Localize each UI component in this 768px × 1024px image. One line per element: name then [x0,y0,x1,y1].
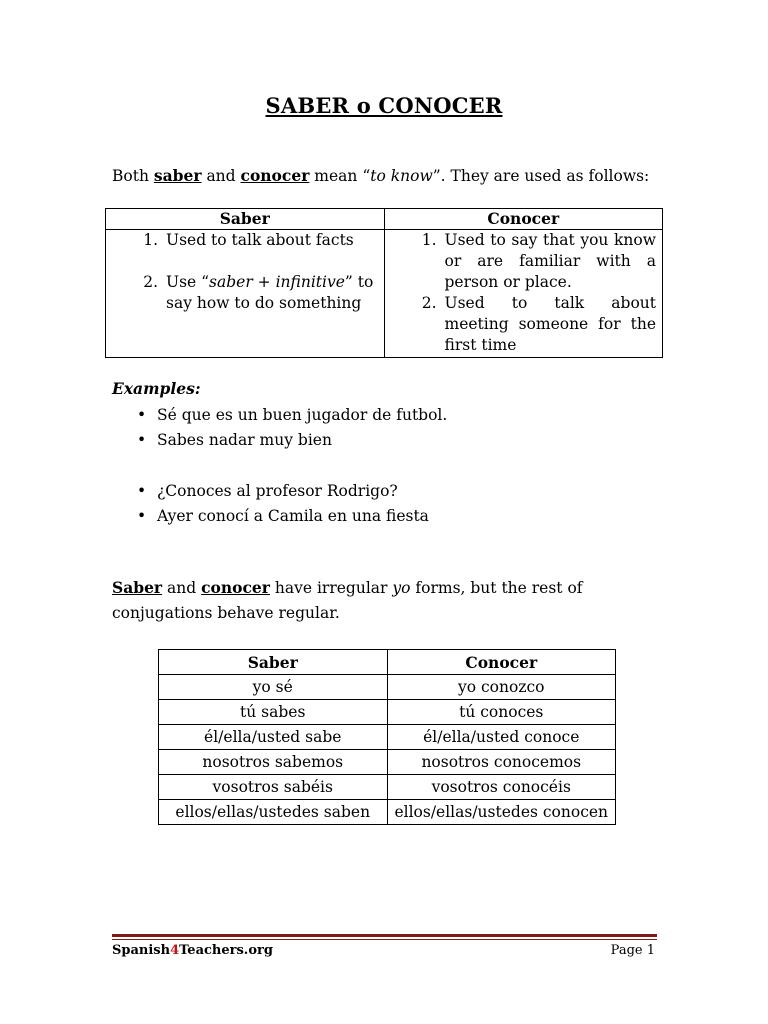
table-row [159,750,616,775]
examples-heading: Examples: [112,379,201,398]
footer-divider-thin [112,939,657,940]
example-text: ¿Conoces al profesor Rodrigo? [157,482,398,500]
intro-paragraph [112,165,672,187]
conocer-form: nosotros conocemos [387,750,616,775]
example-text: Sabes nadar muy bien [157,431,332,449]
saber-form: yo sé [159,675,388,700]
brand-text: Teachers.org [179,943,273,958]
intro-saber-term: saber [153,166,202,185]
list-number: 1. [143,231,158,249]
conocer-examples-list [112,479,429,529]
saber-form: él/ella/usted sabe [159,725,388,750]
conocer-form: tú conoces [387,700,616,725]
brand-text: Spanish [112,943,171,958]
page-title: SABER o CONOCER [265,93,503,118]
usage-header-row [106,209,663,230]
usage-table [105,208,663,358]
para-text: have irregular [269,579,393,597]
conocer-form: yo conozco [387,675,616,700]
conocer-form: vosotros conocéis [387,775,616,800]
intro-to-know: to know [370,167,433,185]
bullet: • [137,507,147,525]
saber-form: ellos/ellas/ustedes saben [159,800,388,825]
table-row [159,725,616,750]
conj-header-saber: Saber [159,650,388,675]
text-fragment: ” to say how to do something [166,273,374,312]
saber-use-text: Used to talk about facts [166,231,354,249]
usage-saber-cell [106,230,385,358]
conocer-form: él/ella/usted conoce [387,725,616,750]
saber-use-item [106,230,378,251]
usage-body-row [106,230,663,358]
saber-use-text [166,272,378,314]
list-item [112,403,447,428]
conj-header-conocer: Conocer [387,650,616,675]
brand-accent: 4 [170,943,180,958]
bullet: • [137,406,147,424]
intro-text: ”. They are used as follows: [432,167,650,185]
saber-uses-list [106,230,378,314]
para-yo-em: yo [392,579,411,597]
conocer-uses-list [385,230,657,356]
para-conocer-term: conocer [201,578,270,597]
footer-divider [112,934,657,937]
intro-text: Both [112,167,154,185]
list-item [112,479,429,504]
conocer-use-text: Used to talk about meeting someone for the first time [444,294,656,354]
irregular-forms-paragraph [112,575,672,626]
intro-text: mean “ [309,167,371,185]
saber-use-item [106,272,378,314]
intro-conocer-term: conocer [240,166,310,185]
list-number: 2. [143,273,158,291]
conocer-use-item [385,230,657,293]
conjugation-table [158,649,616,825]
conjugation-header-row [159,650,616,675]
footer-brand [112,943,273,958]
table-row [159,700,616,725]
bullet: • [137,482,147,500]
list-number: 1. [421,231,437,249]
conocer-form: ellos/ellas/ustedes conocen [387,800,616,825]
conocer-use-text: Used to say that you know or are familiar with a person or place. [444,231,656,291]
saber-form: vosotros sabéis [159,775,388,800]
list-item [112,504,429,529]
usage-header-saber: Saber [106,209,385,230]
list-item [112,428,447,453]
table-row [159,775,616,800]
para-text: forms, but the rest of conjugations behave regular. [112,579,583,622]
para-text: and [162,579,202,597]
saber-form: tú sabes [159,700,388,725]
example-text: Ayer conocí a Camila en una fiesta [157,507,429,525]
saber-form: nosotros sabemos [159,750,388,775]
list-number: 2. [421,294,437,312]
usage-header-conocer: Conocer [384,209,663,230]
saber-infinitive-em: saber + infinitive [209,273,345,291]
table-row [159,800,616,825]
usage-conocer-cell [384,230,663,358]
example-text: Sé que es un buen jugador de futbol. [157,406,448,424]
table-row [159,675,616,700]
bullet: • [137,431,147,449]
intro-text: and [201,167,241,185]
text-fragment: Use “ [166,273,210,291]
page-number: Page 1 [610,943,655,958]
para-saber-term: Saber [112,578,163,597]
saber-examples-list [112,403,447,453]
conocer-use-item [385,293,657,356]
list-spacer [106,251,378,272]
